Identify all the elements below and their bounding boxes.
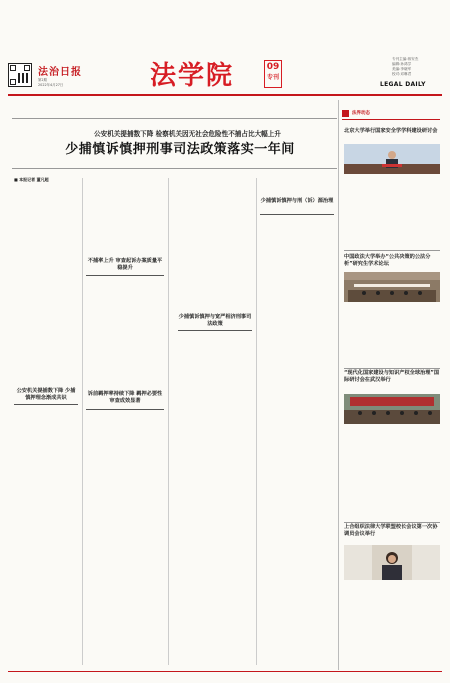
subheading: 少捕慎诉慎押与宽严相济刑事司法政策 [178,314,252,327]
body-text-block [86,182,164,222]
sidebar-item-title: 上合组织法律大学联盟校长会议第一次协调员会议举行 [344,524,438,537]
subheading-rule [178,330,252,331]
subheading-rule [14,404,78,405]
meta-line: 美编:李晓军 [392,67,412,71]
issue-number: 09 [266,62,280,72]
paper-date: 2022年4月27日 [38,83,64,87]
divider [344,250,440,251]
page-title: 法学院 [150,61,235,91]
sidebar-body-text [344,584,440,668]
divider [344,522,440,523]
issue-badge [264,60,282,88]
sidebar-section-label: 法界动态 [352,111,370,116]
column-rule [256,178,257,665]
body-text-block [86,280,164,388]
issue-label: 专刊 [266,74,279,81]
subheading: 少捕慎诉慎押与刑（诉）源治理 [260,198,334,204]
subheading: 公安机关提捕数下降 少捕慎押理念渐成共识 [16,388,76,401]
masthead-rule [8,94,442,96]
bottom-rule [8,671,442,672]
lead-kicker: 公安机关提捕数下降 检察机关因无社会危险性不捕占比大幅上升 [94,130,281,138]
subheading-rule [86,409,164,410]
sidebar-item-title: 北京大学举行国家安全学学科建设研讨会 [344,128,438,134]
body-text-block [260,316,334,666]
section-marker-icon [342,110,349,117]
sidebar-header [342,110,440,120]
meta-line: 编辑:孙鸿学 [392,62,412,66]
sidebar-item-title: “现代化国家建设与知识产权全球治理”国际研讨会在武汉举行 [344,370,440,383]
meta-line: 专刊主编:蒋安杰 [392,57,419,61]
sidebar-item-title: 中国政法大学举办“公共决策的公法分析”研究生学术论坛 [344,254,431,267]
body-text-block [14,185,78,385]
english-name: LEGAL DAILY [380,81,426,88]
conference-photo [344,144,440,174]
body-text-block [260,182,334,196]
divider [12,118,337,119]
video-call-photo [344,545,440,580]
column-rule [168,178,169,665]
body-text-block [260,218,334,312]
body-text-block [86,413,164,666]
qr-code [8,63,32,87]
sidebar-body-text [344,428,440,518]
paper-issue-info: 第2期 [38,78,47,82]
seminar-photo [344,394,440,424]
subheading: 不捕率上升 审查起诉办案质量平稳提升 [87,258,163,271]
subheading: 诉前羁押率持续下降 羁押必要性审查成效显著 [87,391,163,404]
body-text-block [172,182,254,666]
subheading-rule [86,275,164,276]
body-text-block [14,408,78,666]
forum-photo [344,272,440,302]
sidebar-separator [338,100,339,670]
column-rule [82,178,83,665]
sidebar-body-text [344,178,440,248]
subheading-rule [260,214,334,215]
sidebar-body-text [344,306,440,366]
paper-name: 法治日报 [38,67,82,78]
lead-headline: 少捕慎诉慎押刑事司法政策落实一年间 [65,142,295,157]
byline: ■ 本报记者 董凡超 [14,177,49,182]
meta-line: 校对:邓琳君 [392,72,412,76]
divider [344,368,440,369]
divider [12,168,337,169]
